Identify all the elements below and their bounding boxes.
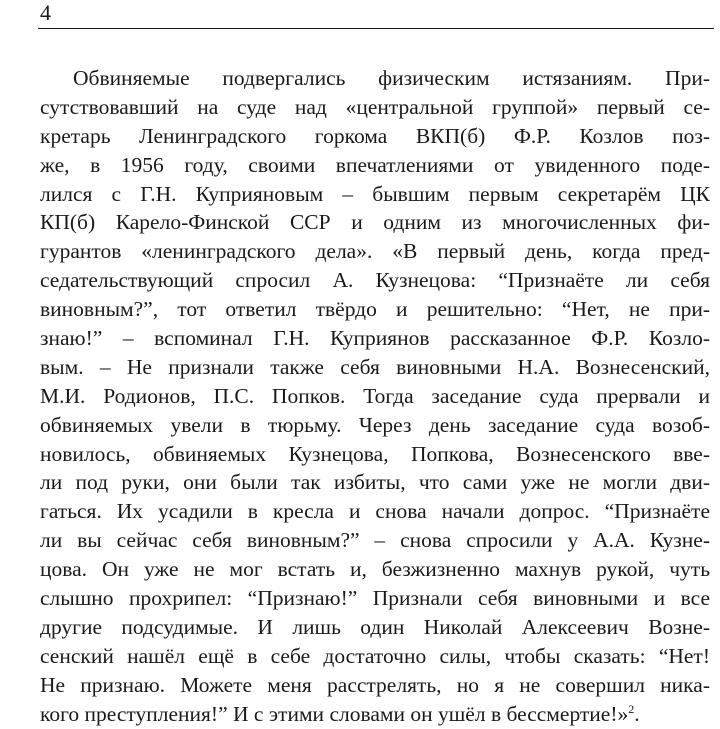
text-line: цова. Он уже не мог встать и, безжизненно махнув рукой, чуть xyxy=(40,557,710,582)
text-line: ли вы сейчас себя виновным?” – снова спросили у А.А. Кузне- xyxy=(40,528,710,553)
text-line: кретарь Ленинградского горкома ВКП(б) Ф.Р. Козлов поз- xyxy=(40,123,710,148)
text-line: вым. – Не признали также себя виновными Н.А. Вознесенский, xyxy=(40,354,710,379)
text-line: сенский нашёл ещё в себе достаточно силы, чтобы сказать: “Нет! xyxy=(40,643,710,668)
text-line-last xyxy=(40,700,710,729)
text-line: Не признаю. Можете меня расстрелять, но я не совершил ника- xyxy=(40,672,710,697)
text-line: новилось, обвиняемых Кузнецова, Попкова, Вознесенского вве- xyxy=(40,441,710,466)
header-rule xyxy=(38,28,714,29)
text-line: Обвиняемые подвергались физическим истязаниям. При- xyxy=(73,66,710,90)
page-number: 4 xyxy=(40,0,51,25)
text-line: лился с Г.Н. Куприяновым – бывшим первым секретарём ЦК xyxy=(40,181,710,206)
text-line: седательствующий спросил А. Кузнецова: “Признаёте ли себя xyxy=(40,268,710,293)
text-line: же, в 1956 году, своими впечатлениями от увиденного поде- xyxy=(40,152,710,177)
footnote-reference[interactable]: 2 xyxy=(628,701,635,716)
text-line: виновным?”, тот ответил твёрдо и решительно: “Нет, не при- xyxy=(40,297,710,322)
text-line: гурантов «ленинградского дела». «В первый день, когда пред- xyxy=(40,239,710,264)
text-line: другие подсудимые. И лишь один Николай Алексеевич Возне- xyxy=(40,614,710,639)
text-line: гаться. Их усадили в кресла и снова начали допрос. “Признаёте xyxy=(40,499,710,524)
text-line: ли под руки, они были так избиты, что сами уже не могли дви- xyxy=(40,470,710,495)
text-line: знаю!” – вспоминал Г.Н. Куприянов рассказанное Ф.Р. Козло- xyxy=(40,326,710,351)
last-line-end: . xyxy=(634,701,640,726)
text-line: слышно прохрипел: “Признаю!” Признали себя виновными и все xyxy=(40,586,710,611)
body-paragraph xyxy=(40,64,710,728)
text-line: КП(б) Карело-Финской ССР и одним из многочисленных фи- xyxy=(40,210,710,235)
text-line: М.И. Родионов, П.С. Попков. Тогда заседание суда прервали и xyxy=(40,383,710,408)
last-line-text: кого преступления!” И с этими словами он ушёл в бессмертие!» xyxy=(40,701,629,726)
text-line: сутствовавший на суде над «центральной группой» первый се- xyxy=(40,94,710,119)
text-line: обвиняемых увели в тюрьму. Через день заседание суда возоб- xyxy=(40,412,710,437)
